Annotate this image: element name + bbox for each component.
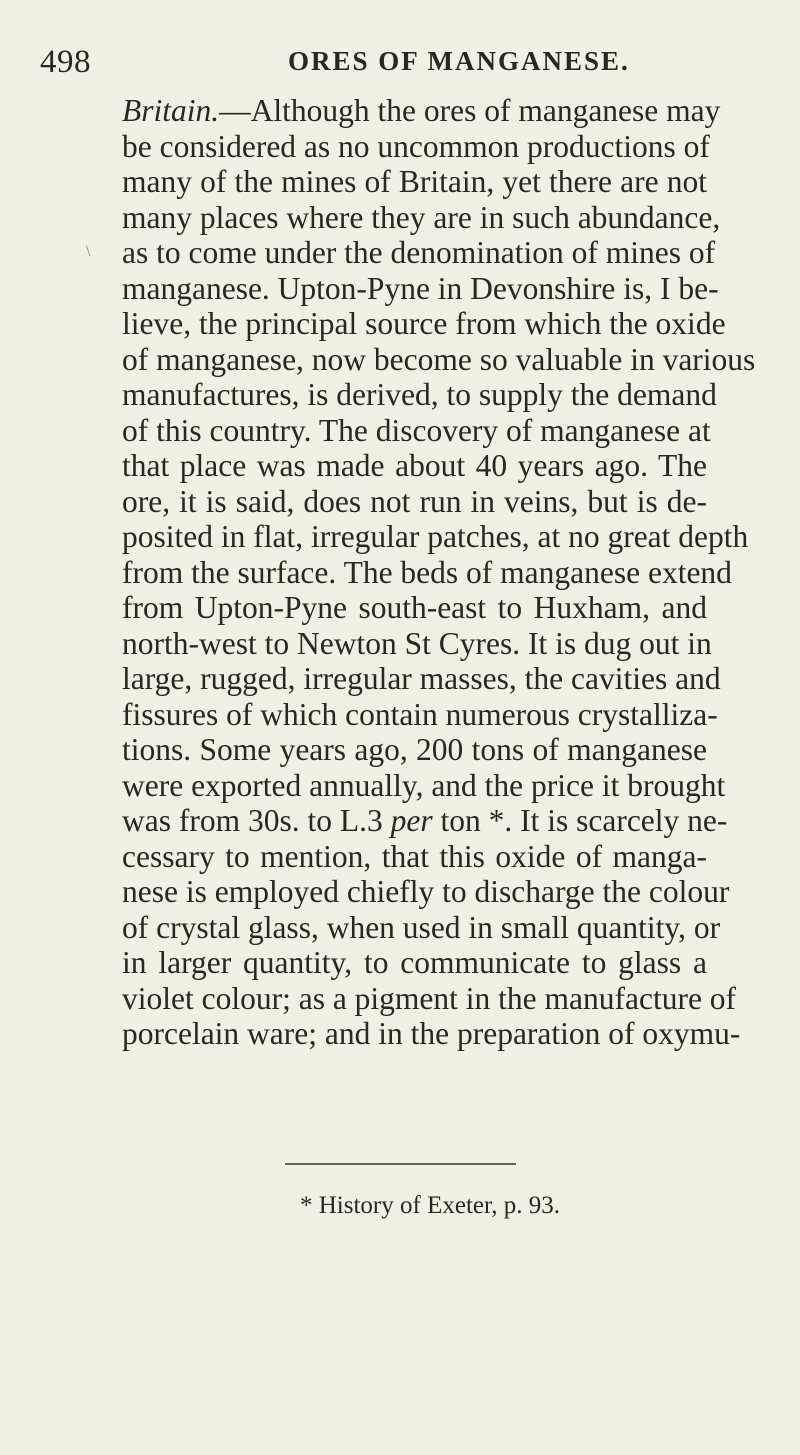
page-header bbox=[0, 30, 800, 80]
text-line: was from 30s. to L.3 per ton *. It is scarcely ne- bbox=[122, 803, 728, 838]
text-line: of manganese, now become so valuable in various bbox=[122, 341, 756, 377]
text-line: from Upton-Pyne south-east to Huxham, and bbox=[122, 590, 707, 625]
text-line: posited in flat, irregular patches, at no great depth bbox=[122, 519, 749, 554]
text-line: that place was made about 40 years ago. The bbox=[122, 448, 707, 483]
text-line: many places where they are in such abundance, bbox=[122, 199, 721, 235]
text-line: north-west to Newton St Cyres. It is dug out in bbox=[122, 625, 712, 661]
body-paragraph bbox=[122, 93, 756, 1052]
text-line: tions. Some years ago, 200 tons of manganese bbox=[122, 732, 707, 767]
page-number: 498 bbox=[40, 44, 91, 80]
text-line: nese is employed chiefly to discharge the colour bbox=[122, 874, 730, 909]
text-line: in larger quantity, to communicate to glass a bbox=[122, 945, 707, 980]
text-line: fissures of which contain numerous crystalliza- bbox=[122, 696, 718, 732]
running-head: ORES OF MANGANESE. bbox=[288, 46, 630, 76]
text-line: from the surface. The beds of manganese extend bbox=[122, 554, 732, 590]
text-line: cessary to mention, that this oxide of manga- bbox=[122, 838, 707, 874]
text-line: be considered as no uncommon productions of bbox=[122, 128, 710, 164]
italic-per: per bbox=[390, 803, 433, 838]
text-line: Britain.—Although the ores of manganese may bbox=[122, 93, 721, 128]
text-line: manganese. Upton-Pyne in Devonshire is, I be- bbox=[122, 270, 719, 306]
text-line: as to come under the denomination of mines of bbox=[122, 235, 716, 270]
footnote-divider bbox=[285, 1163, 516, 1165]
text-line: many of the mines of Britain, yet there are not bbox=[122, 164, 707, 199]
text-line: of crystal glass, when used in small quantity, or bbox=[122, 909, 721, 945]
text-line: were exported annually, and the price it brought bbox=[122, 767, 726, 803]
text-line: lieve, the principal source from which the oxide bbox=[122, 306, 726, 341]
text-line: large, rugged, irregular masses, the cavities and bbox=[122, 661, 721, 696]
text-line: ore, it is said, does not run in veins, but is de- bbox=[122, 483, 707, 519]
text-line: violet colour; as a pigment in the manufacture of bbox=[122, 980, 737, 1016]
text-line: of this country. The discovery of manganese at bbox=[122, 412, 711, 448]
margin-mark: \ bbox=[86, 243, 91, 260]
footnote: * History of Exeter, p. 93. bbox=[300, 1192, 561, 1219]
text-line: porcelain ware; and in the preparation of oxymu- bbox=[122, 1016, 741, 1051]
section-lead-word: Britain. bbox=[122, 93, 220, 128]
text-line: manufactures, is derived, to supply the demand bbox=[122, 377, 717, 412]
